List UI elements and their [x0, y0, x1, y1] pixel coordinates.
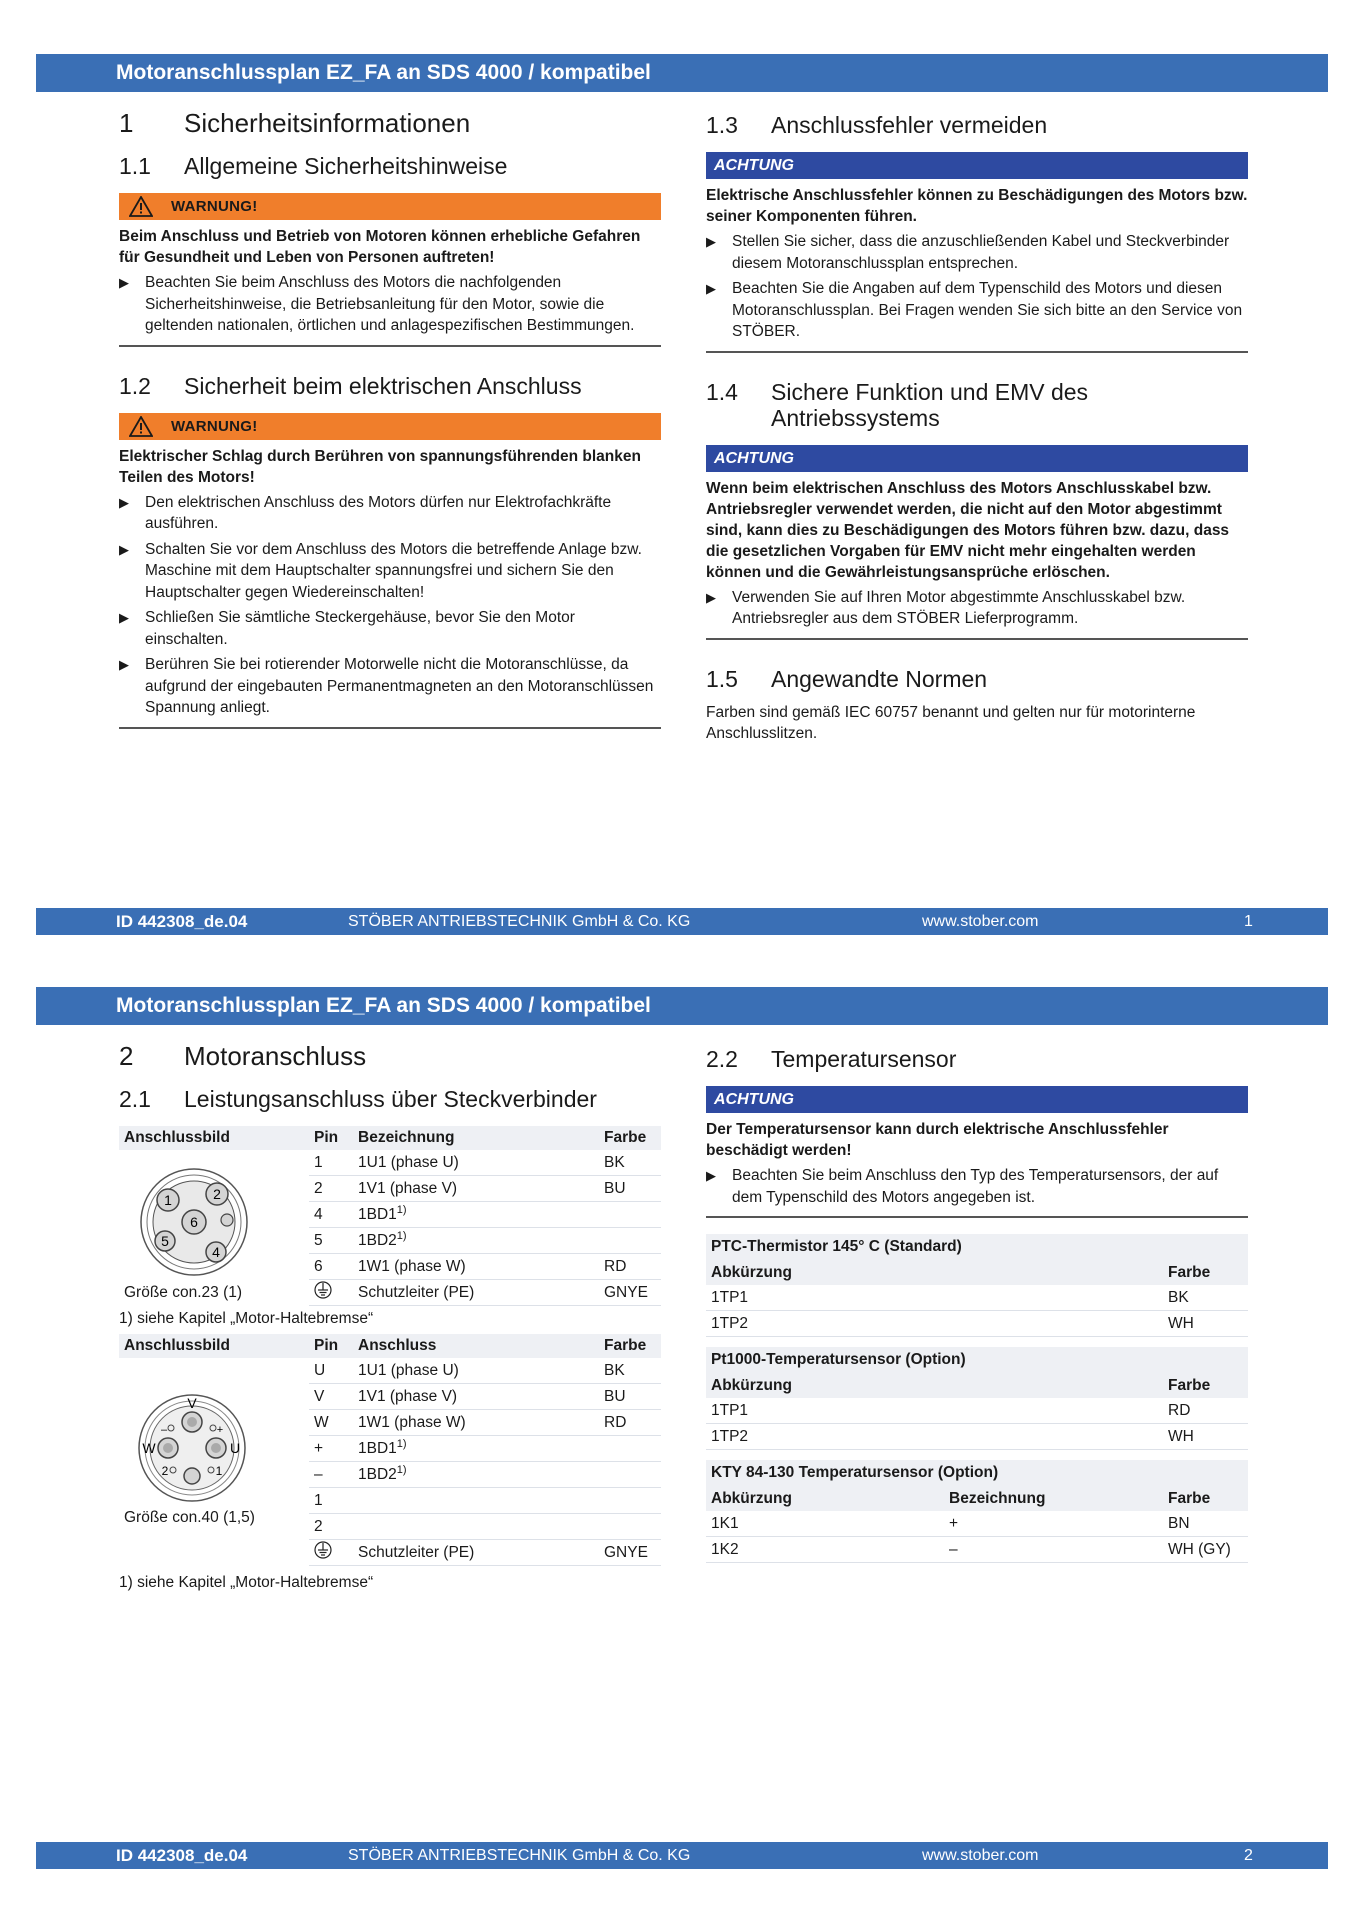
table-row: + 1BD1$^{1)}$: [119, 1436, 661, 1462]
page2-header-bar: [36, 987, 1328, 1025]
table-row: Schutzleiter (PE) GNYE: [119, 1280, 661, 1306]
pin-label-w: W: [142, 1440, 156, 1457]
list-item: ▶ Berühren Sie bei rotierender Motorwelle nicht die Motoranschlüsse, da aufgrund der eingebauten Permanentmagneten an den Motoranschlüssen Spannung anliegt.: [119, 656, 654, 716]
divider: [706, 638, 1248, 640]
connector-con40-table: Anschlussbild Pin Anschluss Farbe V W U + – 1 2 Größe con.40 (1,5) U 1U1 (phase U) BK V 1V1 (phase V) BU W 1W1 (phase W) RD + 1BD1$^{1)}$ – 1BD2$^{1)}$ 1 2 Schutzleiter (PE) GNYE: [119, 1334, 661, 1566]
table-row: V 1V1 (phase V) BU: [119, 1384, 661, 1410]
achtung-box: ACHTUNG: [706, 445, 1248, 472]
list-item: ▶ Schließen Sie sämtliche Steckergehäuse, bevor Sie den Motor einschalten.: [119, 609, 575, 648]
section-1-5-heading: 1.5 Angewandte Normen: [706, 665, 988, 692]
table-row: 1 2 6 5 4 Größe con.23 (1) 1 1U1 (phase U) BK: [119, 1150, 661, 1176]
list-item: ▶ Beachten Sie die Angaben auf dem Typenschild des Motors und diesen Motoranschlussplan. Bei Fragen wenden Sie sich bitte an den Service von STÖBER.: [706, 280, 1243, 340]
section-1-heading: 1 Sicherheitsinformationen: [119, 108, 471, 138]
table-row: 4 1BD1$^{1)}$: [119, 1202, 661, 1228]
standards-text: Farben sind gemäß IEC 60757 benannt und gelten nur für motorinterne Anschlusslitzen.: [706, 703, 1196, 742]
table-row: – 1BD2$^{1)}$: [119, 1462, 661, 1488]
company-name: STÖBER ANTRIEBSTECHNIK GmbH & Co. KG: [348, 1847, 691, 1864]
table-row: 5 1BD2$^{1)}$: [119, 1228, 661, 1254]
table-row: 6 1W1 (phase W) RD: [119, 1254, 661, 1280]
section-1-3-heading: 1.3 Anschlussfehler vermeiden: [706, 112, 1048, 138]
instruction-list: [706, 1165, 1248, 1208]
achtung-box: ACHTUNG: [706, 152, 1248, 179]
arrow-bullet-icon: ▶: [119, 541, 129, 557]
table-row: W 1W1 (phase W) RD: [119, 1410, 661, 1436]
connector-image-cell: [119, 1358, 309, 1566]
section-2-heading: 2 Motoranschluss: [119, 1041, 367, 1071]
divider: [706, 351, 1248, 353]
list-item: ▶ Stellen Sie sicher, dass die anzuschließenden Kabel und Steckverbinder diesem Motoranschlussplan entsprechen.: [706, 233, 1230, 272]
document-id: ID 442308_de.04: [116, 912, 248, 931]
instruction-list: [706, 231, 1248, 343]
achtung-lead-text: Der Temperatursensor kann durch elektrische Anschlussfehler beschädigt werden!: [706, 1121, 1169, 1159]
page1-header-bar: [36, 54, 1328, 92]
connector-image-cell: [119, 1150, 309, 1306]
divider: [119, 345, 661, 347]
divider: [119, 727, 661, 729]
achtung-lead-text: Wenn beim elektrischen Anschluss des Motors Anschlusskabel bzw. Antriebsregler verwendet werden, die nicht auf den Motor abgestimmt sind, kann dies zu Beschädigungen des Motors führen bzw. dazu, dass die gesetzlichen Vorgaben für EMV nicht mehr eingehalten werden können und die Gewährleistungsansprüche erlöschen.: [706, 479, 1230, 581]
section-1-1-heading: 1.1 Allgemeine Sicherheitshinweise: [119, 153, 508, 179]
pin-label-v: V: [187, 1395, 197, 1412]
kty-sensor-table: KTY 84-130 Temperatursensor (Option) Abkürzung Bezeichnung Farbe 1K1 + BN 1K2 – WH (GY): [706, 1460, 1248, 1563]
table-row: 1TP2 WH: [706, 1311, 1248, 1337]
pin-label-1: 1: [215, 1464, 223, 1479]
website-link[interactable]: www.stober.com: [922, 913, 1039, 930]
ptc-thermistor-table: PTC-Thermistor 145° C (Standard) Abkürzung Farbe 1TP1 BK 1TP2 WH: [706, 1234, 1248, 1337]
instruction-list: [706, 587, 1248, 630]
company-name: STÖBER ANTRIEBSTECHNIK GmbH & Co. KG: [348, 913, 691, 930]
pin-label-2: 2: [161, 1464, 169, 1479]
connector-con23-table: Anschlussbild Pin Bezeichnung Farbe 1 2 6 5 4 Größe con.23 (1) 1 1U1 (phase U) BK 2 1V1 (phase V) BU 4 1BD1$^{1)}$ 5 1BD2$^{1)}$ 6 1W1 (phase W) RD Schutzleiter (PE) GNYE: [119, 1126, 661, 1306]
page1-left-column: [119, 108, 661, 729]
section-1-2-heading: 1.2 Sicherheit beim elektrischen Anschluss: [119, 372, 582, 399]
arrow-bullet-icon: ▶: [706, 589, 716, 605]
achtung-box: ACHTUNG: [706, 1086, 1248, 1113]
page-number: 2: [1244, 1847, 1253, 1864]
table-row: V W U + – 1 2 Größe con.40 (1,5) U 1U1 (phase U) BK: [119, 1358, 661, 1384]
pin-label-minus: –: [160, 1424, 168, 1437]
pin-label-4: 4: [212, 1243, 220, 1260]
ground-icon: [314, 1281, 332, 1299]
section-2-1-heading: 2.1 Leistungsanschluss über Steckverbinder: [119, 1086, 597, 1112]
document-id: ID 442308_de.04: [116, 1846, 248, 1865]
list-item: ▶ Beachten Sie beim Anschluss des Motors die nachfolgenden Sicherheitshinweise, die Betriebsanleitung für den Motor, sowie die geltenden nationalen, örtlichen und anlagespezifischen Bestimmungen.: [119, 274, 635, 334]
section-1-4-heading: 1.4 Sichere Funktion und EMV des Antriebssystems: [706, 378, 1089, 431]
ground-icon: [314, 1541, 332, 1559]
section-2-2-heading: 2.2 Temperatursensor: [706, 1046, 957, 1072]
pin-label-5: 5: [161, 1232, 169, 1249]
page2-header-title: Motoranschlussplan EZ_FA an SDS 4000 / kompatibel: [116, 994, 651, 1017]
table-row: 2 1V1 (phase V) BU: [119, 1176, 661, 1202]
page2-footer-bar: [36, 1842, 1328, 1869]
website-link[interactable]: www.stober.com: [922, 1847, 1039, 1864]
list-item: ▶ Verwenden Sie auf Ihren Motor abgestimmte Anschlusskabel bzw. Antriebsregler aus dem STÖBER Lieferprogramm.: [706, 588, 1186, 627]
arrow-bullet-icon: ▶: [119, 657, 129, 672]
table-row: 1: [119, 1488, 661, 1514]
pin-label-1: 1: [164, 1191, 172, 1208]
connector-size-caption: Größe con.23 (1): [124, 1283, 243, 1301]
table-row: 1TP2 WH: [706, 1424, 1248, 1450]
list-item: ▶ Beachten Sie beim Anschluss den Typ des Temperatursensors, der auf dem Typenschild des Motors angegeben ist.: [706, 1167, 1219, 1206]
warning-lead-text: Beim Anschluss und Betrieb von Motoren können erhebliche Gefahren für Gesundheit und Leben von Personen auftreten!: [119, 228, 641, 266]
list-item: ▶ Den elektrischen Anschluss des Motors dürfen nur Elektrofachkräfte ausführen.: [119, 493, 612, 532]
instruction-list: [119, 272, 661, 337]
table-row: Schutzleiter (PE) GNYE: [119, 1540, 661, 1566]
arrow-bullet-icon: ▶: [119, 275, 129, 290]
pin-label-plus: +: [216, 1424, 224, 1437]
page1-right-column: [706, 112, 1248, 744]
table-row: 2: [119, 1514, 661, 1540]
table-row: 1K1 + BN: [706, 1511, 1248, 1537]
warning-triangle-icon: [129, 416, 153, 437]
pin-label-2: 2: [213, 1185, 221, 1202]
page1-footer-bar: [36, 908, 1328, 935]
pt1000-sensor-table: Pt1000-Temperatursensor (Option) Abkürzung Farbe 1TP1 RD 1TP2 WH: [706, 1347, 1248, 1450]
warning-box: WARNUNG!: [119, 413, 661, 440]
warning-lead-text: Elektrischer Schlag durch Berühren von spannungsführenden blanken Teilen des Motors!: [119, 447, 641, 486]
connector-con23-diagram: [124, 1167, 254, 1279]
pin-label-6: 6: [190, 1213, 198, 1230]
page-number: 1: [1244, 913, 1253, 930]
footnote: 1) siehe Kapitel „Motor-Haltebremse“: [119, 1310, 374, 1327]
arrow-bullet-icon: ▶: [706, 1168, 716, 1183]
footnote: 1) siehe Kapitel „Motor-Haltebremse“: [119, 1574, 374, 1591]
table-row: 1K2 – WH (GY): [706, 1537, 1248, 1563]
page2-left-column: [119, 1041, 661, 1592]
arrow-bullet-icon: ▶: [706, 281, 716, 296]
table-row: 1TP1 BK: [706, 1285, 1248, 1311]
connector-con40-diagram: [124, 1392, 254, 1504]
warning-box: WARNUNG!: [119, 193, 661, 220]
page1-header-title: Motoranschlussplan EZ_FA an SDS 4000 / kompatibel: [116, 61, 651, 84]
instruction-list: [119, 492, 661, 719]
achtung-lead-text: Elektrische Anschlussfehler können zu Beschädigungen des Motors bzw. seiner Komponenten führen.: [706, 187, 1248, 225]
warning-triangle-icon: [129, 196, 153, 217]
list-item: ▶ Schalten Sie vor dem Anschluss des Motors die betreffende Anlage bzw. Maschine mit dem Hauptschalter spannungsfrei und sichern Sie den Hauptschalter gegen Wiedereinschalten!: [119, 540, 642, 601]
pin-label-u: U: [229, 1440, 241, 1457]
connector-size-caption: Größe con.40 (1,5): [124, 1509, 255, 1527]
divider: [706, 1216, 1248, 1218]
table-row: 1TP1 RD: [706, 1398, 1248, 1424]
arrow-bullet-icon: ▶: [119, 494, 129, 510]
page2-right-column: [706, 1046, 1248, 1573]
arrow-bullet-icon: ▶: [119, 610, 129, 625]
arrow-bullet-icon: ▶: [706, 234, 716, 249]
